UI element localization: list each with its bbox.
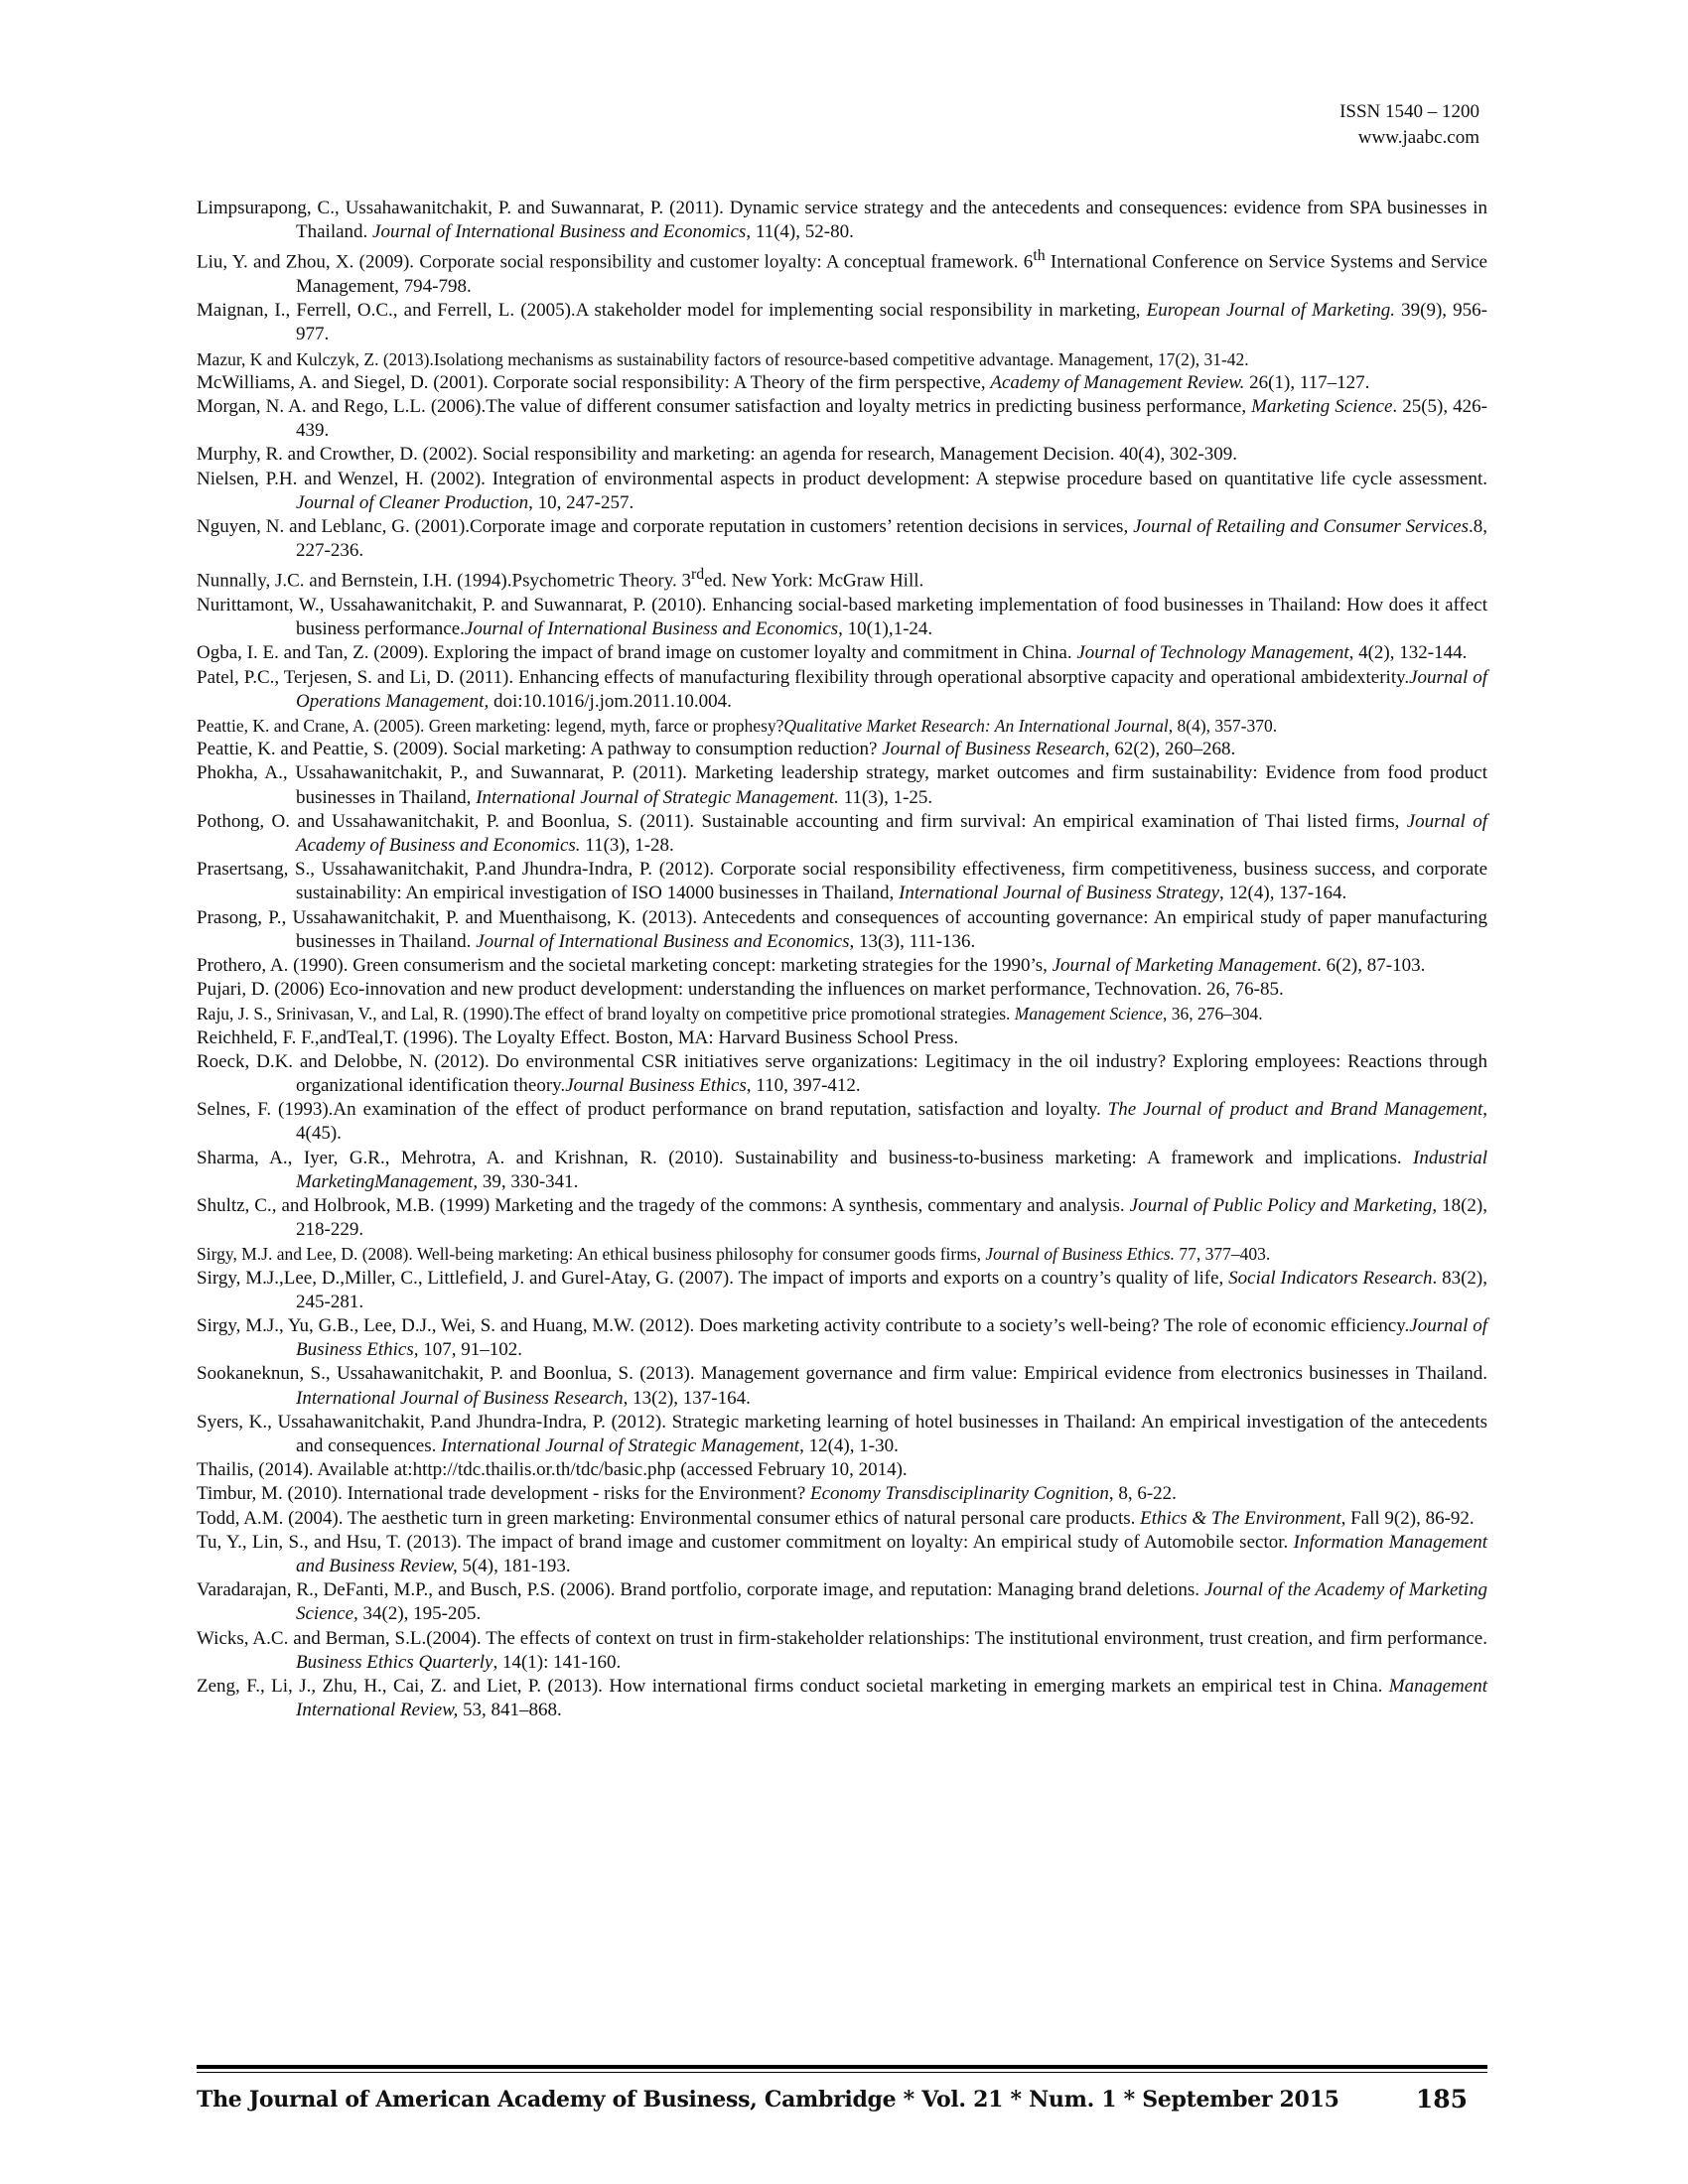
reference-text: Phokha, A., Ussahawanitchakit, P., and Suwannarat, P. (2011). Marketing leadership strategy, market outcomes and firm sustainability: Evidence from food product businesses in Thailand, <box>197 762 1487 808</box>
reference-journal: Journal of Public Policy and Marketing <box>1129 1194 1433 1216</box>
reference-journal: Industrial MarketingManagement, <box>296 1147 1487 1192</box>
reference-entry <box>197 1147 1487 1194</box>
reference-journal: Journal of Cleaner Production <box>296 491 529 513</box>
reference-entry <box>197 299 1487 346</box>
reference-details: 53, 841–868. <box>458 1700 562 1721</box>
reference-text: Sirgy, M.J.,Lee, D.,Miller, C., Littlefield, J. and Gurel-Atay, G. (2007). The impact of imports and exports on a country’s quality of life, <box>197 1267 1229 1289</box>
reference-journal: Management International Review, <box>296 1676 1487 1721</box>
footer-rule-thick <box>197 2065 1487 2069</box>
reference-text: Zeng, F., Li, J., Zhu, H., Cai, Z. and Liet, P. (2013). How international firms conduct societal marketing in emerging markets an empirical test in China. <box>197 1676 1389 1698</box>
reference-text: Todd, A.M. (2004). The aesthetic turn in green marketing: Environmental consumer ethics of natural personal care products. <box>197 1507 1141 1529</box>
reference-entry <box>197 978 1487 1002</box>
reference-text: Sirgy, M.J. and Lee, D. (2008). Well-being marketing: An ethical business philosophy for consumer goods firms, <box>197 1244 986 1265</box>
reference-entry <box>197 1050 1487 1098</box>
reference-entry <box>197 1242 1487 1266</box>
reference-entry <box>197 761 1487 809</box>
reference-journal: Qualitative Market Research: An International Journal <box>783 715 1169 736</box>
reference-journal: Journal of International Business and Economics <box>476 930 850 952</box>
reference-entry <box>197 666 1487 714</box>
reference-superscript: th <box>1033 247 1046 265</box>
reference-details: , 12(4), 1-30. <box>799 1435 899 1457</box>
reference-entry <box>197 858 1487 905</box>
page-header <box>1339 99 1479 151</box>
reference-text: Prasong, P., Ussahawanitchakit, P. and Muenthaisong, K. (2013). Antecedents and consequences of accounting governance: An empirical study of paper manufacturing businesses in Thailand. <box>197 906 1487 952</box>
reference-entry <box>197 1002 1487 1025</box>
reference-text: Shultz, C., and Holbrook, M.B. (1999) Marketing and the tragedy of the commons: A synthesis, commentary and analysis. <box>197 1194 1130 1216</box>
reference-text: Selnes, F. (1993).An examination of the effect of product performance on brand reputation, satisfaction and loyalty. <box>197 1099 1108 1121</box>
reference-journal: The Journal of product and Brand Management <box>1107 1099 1483 1121</box>
reference-text: Syers, K., Ussahawanitchakit, P.and Jhundra-Indra, P. (2012). Strategic marketing learning of hotel businesses in Thailand: An empirical investigation of the antecedents and consequences. <box>197 1411 1487 1457</box>
reference-entry <box>197 1458 1487 1482</box>
page-footer <box>197 2065 1487 2113</box>
reference-details: . 83(2), 245-281. <box>296 1267 1487 1312</box>
reference-text: Roeck, D.K. and Delobbe, N. (2012). Do environmental CSR initiatives serve organizations: Legitimacy in the oil industry? Exploring employees: Reactions through organizational identification theory. <box>197 1050 1487 1096</box>
reference-details: , 11(4), 52-80. <box>746 221 854 243</box>
reference-entry <box>197 1362 1487 1410</box>
reference-text: Mazur, K and Kulczyk, Z. (2013).Isolationg mechanisms as sustainability factors of resource-based competitive advantage. Management, 17(2), 31-42. <box>197 348 1249 369</box>
page-number: 185 <box>1415 2085 1468 2114</box>
reference-details: 11(3), 1-25. <box>838 786 933 808</box>
reference-entry <box>197 244 1487 299</box>
reference-journal: International Journal of Business Research <box>296 1387 624 1409</box>
reference-details: 107, 91–102. <box>418 1339 522 1361</box>
reference-text: Reichheld, F. F.,andTeal,T. (1996). The Loyalty Effect. Boston, MA: Harvard Business School Press. <box>197 1026 959 1048</box>
reference-journal: Journal of International Business and Economics <box>464 618 839 640</box>
reference-journal: Ethics & The Environment <box>1140 1507 1341 1529</box>
reference-journal: Journal of the Academy of Marketing Science, <box>296 1579 1487 1625</box>
reference-text: Liu, Y. and Zhou, X. (2009). Corporate social responsibility and customer loyalty: A conceptual framework. 6 <box>197 251 1034 273</box>
reference-details: , 13(2), 137-164. <box>623 1387 751 1409</box>
reference-entry <box>197 1267 1487 1314</box>
reference-list <box>197 197 1487 1722</box>
reference-entry <box>197 594 1487 641</box>
reference-entry <box>197 954 1487 978</box>
reference-journal: European Journal of Marketing. <box>1146 300 1395 322</box>
reference-text: Sookaneknun, S., Ussahawanitchakit, P. and Boonlua, S. (2013). Management governance and firm value: Empirical evidence from electronics businesses in Thailand. <box>197 1363 1487 1385</box>
reference-journal: Journal of Marketing Management <box>1052 954 1318 976</box>
reference-entry <box>197 906 1487 954</box>
reference-details: , 8, 6-22. <box>1108 1483 1177 1505</box>
reference-entry <box>197 1507 1487 1531</box>
reference-journal: Journal of Operations Management, <box>296 666 1488 712</box>
reference-entry <box>197 1627 1487 1675</box>
reference-details: doi:10.1016/j.jom.2011.10.004. <box>489 690 732 712</box>
reference-text: Varadarajan, R., DeFanti, M.P., and Busch, P.S. (2006). Brand portfolio, corporate image, and reputation: Managing brand deletions. <box>197 1579 1204 1601</box>
reference-entry <box>197 714 1487 738</box>
reference-journal: Journal Business Ethics <box>565 1074 747 1096</box>
reference-journal: Journal of International Business and Economics <box>372 221 747 243</box>
reference-entry <box>197 468 1487 515</box>
reference-text: Sharma, A., Iyer, G.R., Mehrotra, A. and Krishnan, R. (2010). Sustainability and business-to-business marketing: A framework and implications. <box>197 1147 1414 1168</box>
reference-details: , 8(4), 357-370. <box>1168 715 1278 736</box>
reference-text: Maignan, I., Ferrell, O.C., and Ferrell, L. (2005).A stakeholder model for implementing social responsibility in marketing, <box>197 300 1147 322</box>
reference-details: 39(9), 956-977. <box>296 300 1487 345</box>
reference-text: Pothong, O. and Ussahawanitchakit, P. and Boonlua, S. (2011). Sustainable accounting and firm survival: An empirical examination of Thai listed firms, <box>197 810 1407 832</box>
reference-entry <box>197 1194 1487 1242</box>
reference-text: Nunnally, J.C. and Bernstein, I.H. (1994).Psychometric Theory. 3 <box>197 570 691 592</box>
reference-text: Limpsurapong, C., Ussahawanitchakit, P. and Suwannarat, P. (2011). Dynamic service strategy and the antecedents and consequences: evidence from SPA businesses in Thailand. <box>197 198 1487 243</box>
reference-journal: Journal of Business Ethics. <box>985 1244 1175 1265</box>
reference-text: Thailis, (2014). Available at:http://tdc.thailis.or.th/tdc/basic.php (accessed February 10, 2014). <box>197 1459 908 1481</box>
footer-journal-line: The Journal of American Academy of Business, Cambridge * Vol. 21 * Num. 1 * September 2015 <box>197 2087 1339 2113</box>
reference-details: , 13(3), 111-136. <box>849 930 976 952</box>
reference-text: Peattie, K. and Peattie, S. (2009). Social marketing: A pathway to consumption reduction? <box>197 739 883 760</box>
reference-details: , 110, 397-412. <box>746 1074 861 1096</box>
reference-journal: Journal of Retailing and Consumer Services <box>1133 515 1469 537</box>
reference-entry <box>197 641 1487 665</box>
reference-details: . 6(2), 87-103. <box>1317 954 1426 976</box>
reference-details: 11(3), 1-28. <box>580 834 674 856</box>
reference-details: , 4(2), 132-144. <box>1348 642 1468 664</box>
reference-details: , 12(4), 137-164. <box>1219 883 1347 904</box>
reference-text: Tu, Y., Lin, S., and Hsu, T. (2013). The impact of brand image and customer commitment on loyalty: An empirical study of Automobile sector. <box>197 1531 1294 1553</box>
reference-journal: International Journal of Strategic Management. <box>476 786 839 808</box>
reference-entry <box>197 1531 1487 1578</box>
reference-text: Sirgy, M.J., Yu, G.B., Lee, D.J., Wei, S. and Huang, M.W. (2012). Does marketing activity contribute to a society’s well-being? The role of economic efficiency. <box>197 1315 1410 1336</box>
reference-journal: Journal of Academy of Business and Economics. <box>296 810 1487 856</box>
issn-label: ISSN 1540 – 1200 <box>1339 101 1479 122</box>
reference-entry <box>197 443 1487 467</box>
reference-journal: Management Science <box>1014 1004 1163 1024</box>
reference-details: .8, 227-236. <box>296 515 1487 562</box>
reference-details: , 36, 276–304. <box>1162 1004 1263 1024</box>
reference-details: , 62(2), 260–268. <box>1104 739 1236 760</box>
reference-text: Nielsen, P.H. and Wenzel, H. (2002). Integration of environmental aspects in product development: A stepwise procedure based on quantitative life cycle assessment. <box>197 468 1487 489</box>
reference-details: 77, 377–403. <box>1174 1244 1271 1265</box>
reference-details: International Conference on Service Systems and Service Management, 794-798. <box>296 251 1487 297</box>
reference-text: Prasertsang, S., Ussahawanitchakit, P.and Jhundra-Indra, P. (2012). Corporate social responsibility effectiveness, firm competitiveness, business success, and corporate sustainability: An empirical investigation of ISO 14000 businesses in Thailand, <box>197 859 1487 904</box>
reference-entry <box>197 738 1487 761</box>
reference-entry <box>197 515 1487 563</box>
reference-journal: Economy Transdisciplinarity Cognition <box>810 1483 1109 1505</box>
website-link[interactable]: www.jaabc.com <box>1357 127 1479 148</box>
reference-entry <box>197 1578 1487 1626</box>
reference-details: ed. New York: McGraw Hill. <box>704 570 924 592</box>
reference-journal: Academy of Management Review. <box>990 371 1245 393</box>
reference-details: , Fall 9(2), 86-92. <box>1340 1507 1475 1529</box>
reference-text: Peattie, K. and Crane, A. (2005). Green marketing: legend, myth, farce or prophesy? <box>197 715 784 736</box>
reference-entry <box>197 395 1487 443</box>
reference-entry <box>197 810 1487 858</box>
reference-details: , 10(1),1-24. <box>838 618 933 640</box>
reference-entry <box>197 563 1487 594</box>
reference-journal: Marketing Science <box>1251 395 1393 417</box>
reference-details: , 4(45). <box>296 1099 1487 1145</box>
reference-entry <box>197 1098 1487 1146</box>
reference-superscript: rd <box>690 566 705 584</box>
reference-journal: Journal of Business Ethics, <box>296 1315 1487 1361</box>
reference-details: , 10, 247-257. <box>528 491 634 513</box>
reference-details: . 25(5), 426-439. <box>296 395 1488 442</box>
reference-entry <box>197 347 1487 371</box>
reference-text: McWilliams, A. and Siegel, D. (2001). Corporate social responsibility: A Theory of the firm perspective, <box>197 371 991 393</box>
reference-details: 5(4), 181-193. <box>457 1556 571 1577</box>
reference-entry <box>197 1026 1487 1050</box>
reference-entry <box>197 371 1487 395</box>
reference-text: Pujari, D. (2006) Eco-innovation and new product development: understanding the influences on market performance, Technovation. 26, 76-85. <box>197 979 1284 1001</box>
reference-text: Patel, P.C., Terjesen, S. and Li, D. (2011). Enhancing effects of manufacturing flexibility through operational absorptive capacity and operational ambidexterity. <box>197 666 1410 688</box>
reference-journal: International Journal of Business Strategy <box>899 883 1220 904</box>
reference-text: Ogba, I. E. and Tan, Z. (2009). Exploring the impact of brand image on customer loyalty and commitment in China. <box>197 642 1077 664</box>
reference-text: Nguyen, N. and Leblanc, G. (2001).Corporate image and corporate reputation in customers’ retention decisions in services, <box>197 515 1134 537</box>
reference-journal: Information Management and Business Review, <box>296 1531 1487 1577</box>
reference-journal: International Journal of Strategic Management <box>441 1435 800 1457</box>
reference-entry <box>197 1482 1487 1506</box>
reference-details: , 14(1): 141-160. <box>492 1651 622 1673</box>
reference-text: Murphy, R. and Crowther, D. (2002). Social responsibility and marketing: an agenda for research, Management Decision. 40(4), 302-309. <box>197 444 1238 466</box>
reference-journal: Business Ethics Quarterly <box>296 1651 493 1673</box>
reference-text: Prothero, A. (1990). Green consumerism and the societal marketing concept: marketing strategies for the 1990’s, <box>197 954 1053 976</box>
reference-entry <box>197 197 1487 244</box>
reference-details: 39, 330-341. <box>478 1170 579 1192</box>
reference-details: 26(1), 117–127. <box>1244 371 1370 393</box>
reference-entry <box>197 1675 1487 1722</box>
reference-text: Wicks, A.C. and Berman, S.L.(2004). The effects of context on trust in firm-stakeholder relationships: The institutional environment, trust creation, and firm performance. <box>197 1627 1487 1649</box>
reference-journal: Journal of Business Research <box>882 739 1105 760</box>
reference-text: Nurittamont, W., Ussahawanitchakit, P. and Suwannarat, P. (2010). Enhancing social-based marketing implementation of food businesses in Thailand: How does it affect business performance. <box>197 594 1487 640</box>
reference-entry <box>197 1314 1487 1362</box>
reference-text: Morgan, N. A. and Rego, L.L. (2006).The value of different consumer satisfaction and loyalty metrics in predicting business performance, <box>197 395 1252 417</box>
reference-text: Raju, J. S., Srinivasan, V., and Lal, R. (1990).The effect of brand loyalty on competitive price promotional strategies. <box>197 1004 1015 1024</box>
reference-details: 34(2), 195-205. <box>357 1603 482 1625</box>
reference-journal: Journal of Technology Management <box>1076 642 1349 664</box>
reference-text: Timbur, M. (2010). International trade development - risks for the Environment? <box>197 1483 811 1505</box>
reference-entry <box>197 1411 1487 1458</box>
reference-details: , 18(2), 218-229. <box>296 1194 1488 1241</box>
reference-journal: Social Indicators Research <box>1228 1267 1433 1289</box>
